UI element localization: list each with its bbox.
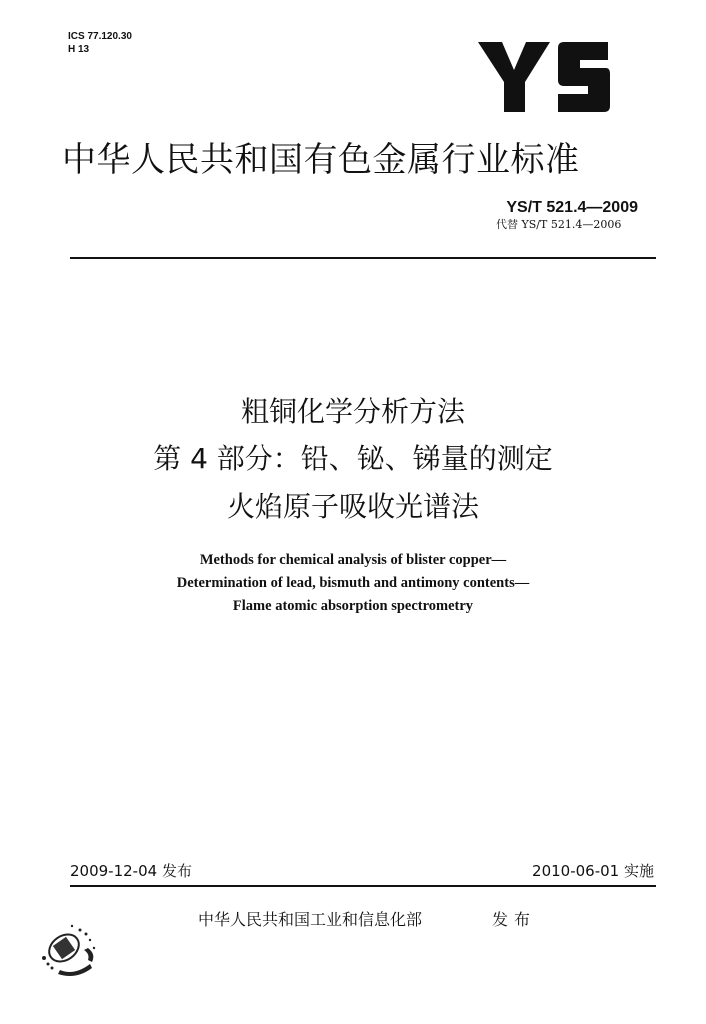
title-cn-line2: 第 4 部分：铅、铋、锑量的测定 xyxy=(153,442,553,475)
publisher-seal-icon xyxy=(30,918,110,980)
bottom-divider xyxy=(70,885,656,887)
publisher-name: 中华人民共和国工业和信息化部 xyxy=(198,910,423,929)
standard-number: YS/T 521.4—2009 xyxy=(506,199,638,216)
classification-codes xyxy=(68,30,132,56)
title-en-line3: Flame atomic absorption spectrometry xyxy=(232,598,474,614)
title-cn-line1: 粗铜化学分析方法 xyxy=(240,395,465,428)
standard-organization: 中华人民共和国有色金属行业标准 xyxy=(62,140,580,180)
implementation-date: 2010-06-01 实施 xyxy=(532,862,654,880)
ccs-code: H 13 xyxy=(68,44,90,55)
replaces-standard: 代替 YS/T 521.4—2006 xyxy=(496,218,622,231)
title-en-line2: Determination of lead, bismuth and antimony contents— xyxy=(176,575,530,591)
publish-label: 发布 xyxy=(492,910,537,929)
title-cn-line3: 火焰原子吸收光谱法 xyxy=(226,490,479,523)
ics-code: ICS 77.120.30 xyxy=(68,31,132,42)
issue-date: 2009-12-04 发布 xyxy=(70,862,192,880)
top-divider xyxy=(70,257,656,259)
title-en-line1: Methods for chemical analysis of blister copper— xyxy=(199,552,507,568)
ys-logo xyxy=(478,30,610,116)
